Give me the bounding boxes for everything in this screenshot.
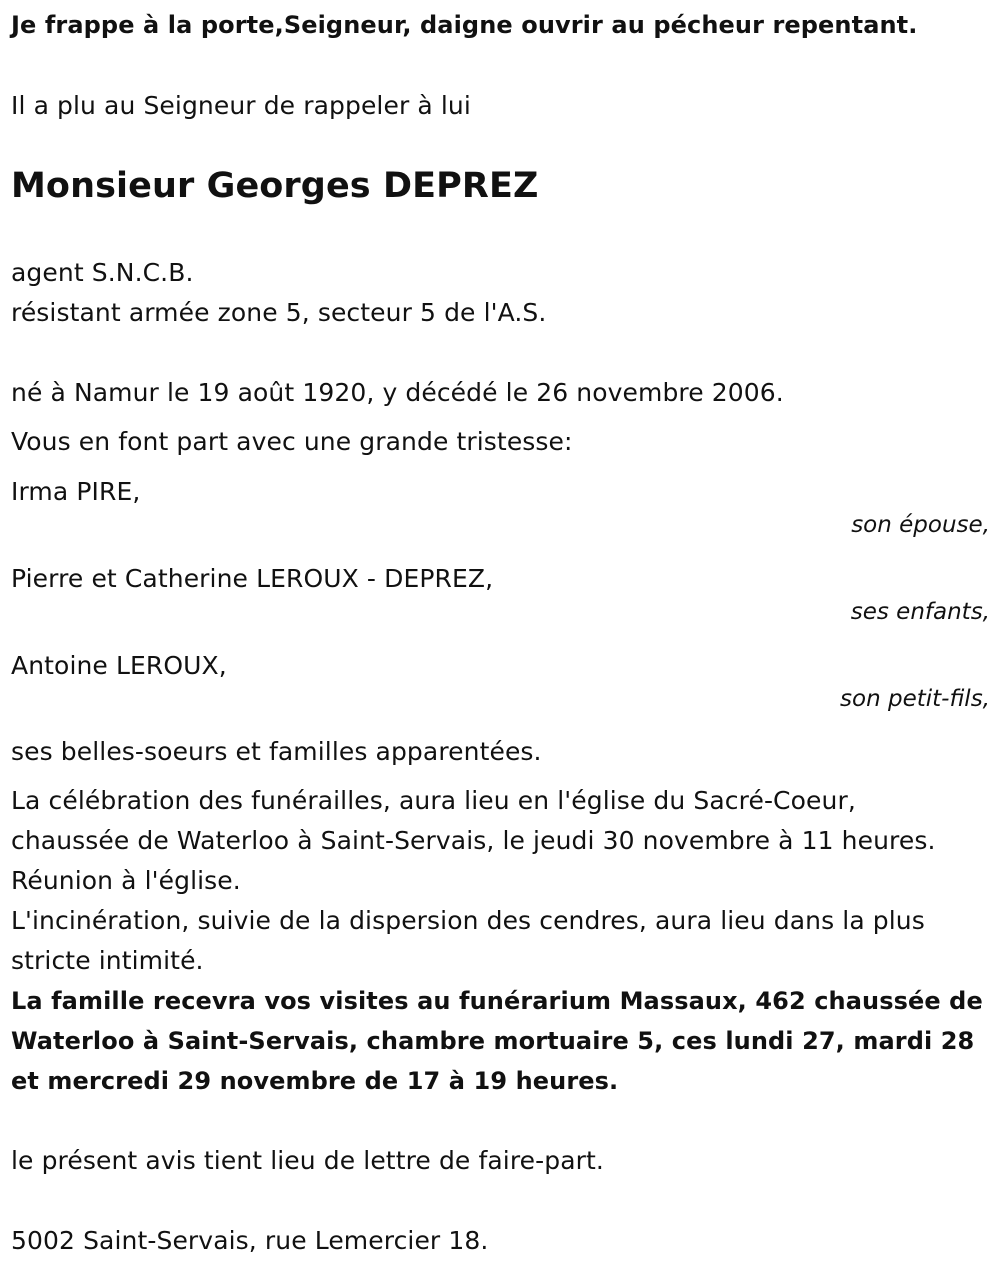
family-member-name: Pierre et Catherine LEROUX - DEPREZ, <box>11 564 494 593</box>
family-address: 5002 Saint-Servais, rue Lemercier 18. <box>11 1226 489 1255</box>
ceremony-line: La célébration des funérailles, aura lieu en l'église du Sacré-Coeur, <box>11 786 856 815</box>
family-member-relation: son petit-fils, <box>840 686 990 712</box>
family-member-relation: son épouse, <box>851 512 990 538</box>
announcement-intro: Vous en font part avec une grande tristesse: <box>11 427 573 456</box>
intro-text: Il a plu au Seigneur de rappeler à lui <box>11 91 471 120</box>
faire-part-notice: le présent avis tient lieu de lettre de faire-part. <box>11 1146 604 1175</box>
family-member-name: Antoine LEROUX, <box>11 651 227 680</box>
visits-line: et mercredi 29 novembre de 17 à 19 heures. <box>11 1067 619 1095</box>
family-member-name: Irma PIRE, <box>11 477 141 506</box>
deceased-name: Monsieur Georges DEPREZ <box>11 166 539 206</box>
extended-family: ses belles-soeurs et familles apparentées. <box>11 737 542 766</box>
ceremony-line: stricte intimité. <box>11 946 204 975</box>
occupation: agent S.N.C.B. <box>11 258 194 287</box>
visits-line: Waterloo à Saint-Servais, chambre mortuaire 5, ces lundi 27, mardi 28 <box>11 1027 975 1055</box>
visits-line: La famille recevra vos visites au funérarium Massaux, 462 chaussée de <box>11 987 983 1015</box>
ceremony-line: L'incinération, suivie de la dispersion des cendres, aura lieu dans la plus <box>11 906 925 935</box>
ceremony-line: chaussée de Waterloo à Saint-Servais, le jeudi 30 novembre à 11 heures. <box>11 826 936 855</box>
resistance-info: résistant armée zone 5, secteur 5 de l'A.S. <box>11 298 547 327</box>
family-member-relation: ses enfants, <box>850 599 990 625</box>
life-dates: né à Namur le 19 août 1920, y décédé le 26 novembre 2006. <box>11 378 784 407</box>
epigraph: Je frappe à la porte,Seigneur, daigne ouvrir au pécheur repentant. <box>11 11 918 39</box>
ceremony-line: Réunion à l'église. <box>11 866 241 895</box>
